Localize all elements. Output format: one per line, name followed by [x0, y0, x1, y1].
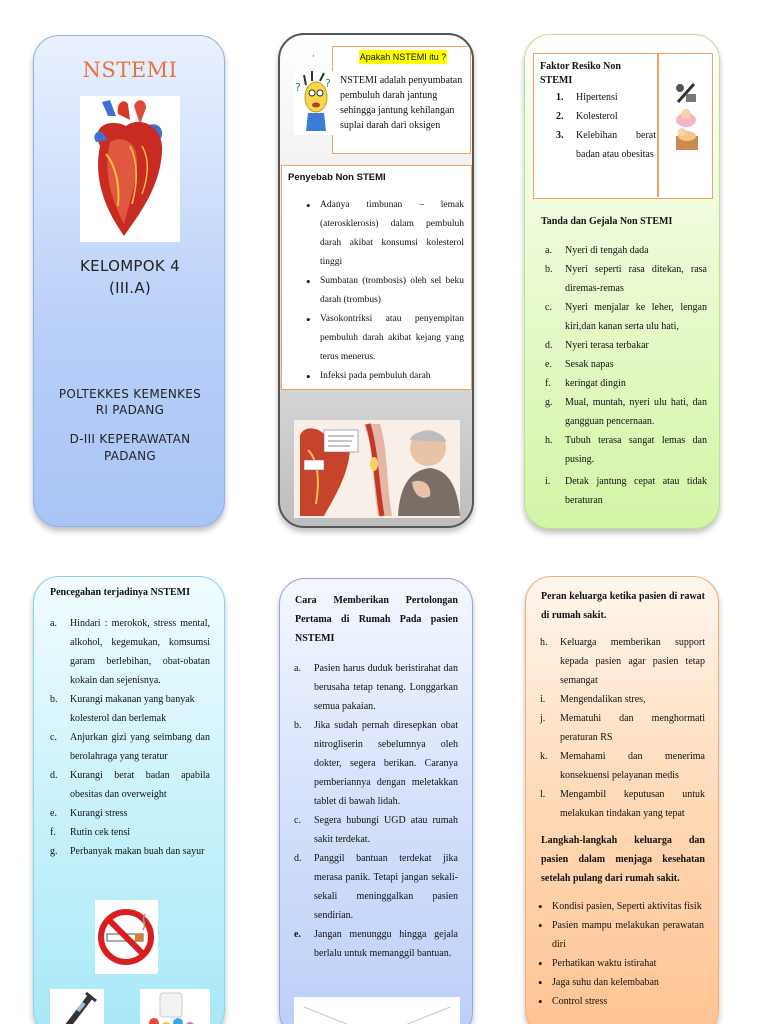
confused-person-icon	[294, 71, 334, 135]
definition-text: NSTEMI adalah penyumbatan pembuluh darah jantung sehingga jantung kehilangan suplai darah dari oksigen	[340, 75, 463, 131]
health-step-item: • Perhatikan waktu istirahat	[536, 954, 704, 973]
prevention-item: c. Anjurkan gizi yang seimbang dan berolahraga yang teratur	[50, 732, 210, 762]
group-name: KELOMPOK 4	[80, 257, 180, 275]
prevention-list	[50, 614, 210, 861]
heart-attack-illustration	[294, 420, 460, 518]
first-aid-panel	[279, 578, 473, 1024]
first-aid-item: e. Jangan menunggu hingga gejala berlalu untuk memanggil bantuan.	[294, 929, 458, 959]
risk-factor-box	[533, 53, 713, 199]
diagram-thumbnail	[294, 997, 460, 1024]
family-role-item: h. Keluarga memberikan support kepada pasien agar pasien tetap semangat	[540, 637, 705, 686]
school-line-2: RI PADANG	[95, 403, 165, 417]
family-role-panel	[525, 576, 719, 1024]
family-role-list	[540, 633, 705, 823]
sign-item: f. keringat dingin	[545, 378, 626, 389]
signs-title: Tanda dan Gejala Non STEMI	[541, 216, 673, 227]
family-role-title: Peran keluarga ketika pasien di rawat di rumah sakit.	[541, 591, 705, 621]
svg-text:?: ?	[325, 77, 331, 90]
prevention-item: f. Rutin cek tensi	[50, 827, 130, 838]
risk-item: 2. Kolesterol	[556, 111, 618, 122]
signs-list	[545, 241, 707, 510]
risk-icons	[672, 80, 702, 160]
definition-panel	[278, 33, 474, 528]
health-step-item: • Kondisi pasien, Seperti aktivitas fisik	[536, 897, 704, 916]
heart-illustration	[80, 96, 180, 242]
cover-title: NSTEMI	[82, 58, 178, 82]
sign-item: c. Nyeri menjalar ke leher, lengan kiri,dan kanan serta ulu hati,	[545, 302, 707, 332]
health-steps-list	[536, 897, 704, 1011]
family-role-item: j. Mematuhi dan menghormati peraturan RS	[540, 713, 705, 743]
prevention-item: d. Kurangi berat badan apabila obesitas dan overweight	[50, 770, 210, 800]
svg-text:?: ?	[295, 81, 301, 94]
definition-box	[332, 46, 471, 154]
family-role-item: k. Memahami dan menerima konsekuensi pelayanan medis	[540, 751, 705, 781]
first-aid-list	[294, 659, 458, 963]
first-aid-item: d. Panggil bantuan terdekat jika merasa panik. Tetapi jangan sekali-sekali meninggalkan pasien sendirian.	[294, 853, 458, 921]
cause-item: • Infeksi pada pembuluh darah	[304, 367, 464, 386]
program-line-1: D-III KEPERAWATAN	[69, 432, 191, 446]
causes-box	[281, 165, 472, 390]
sign-item: a. Nyeri di tengah dada	[545, 245, 649, 256]
first-aid-item: b. Jika sudah pernah diresepkan obat nitrogliserin sebelumnya oleh dokter, segera berikan. Caranya pemberiannya dengan meletakkan tablet di bawah lidah.	[294, 720, 458, 807]
health-step-item: • Jaga suhu dan kelembaban	[536, 973, 704, 992]
first-aid-item: a. Pasien harus duduk beristirahat dan berusaha tetap tenang. Longgarkan semua pakaian.	[294, 663, 458, 712]
risk-item: 1. Hipertensi	[556, 92, 618, 103]
risk-item: 3. Kelebihan berat badan atau obesitas	[556, 130, 656, 160]
pills-icon	[140, 989, 210, 1024]
prevention-title: Pencegahan terjadinya NSTEMI	[50, 587, 190, 598]
health-steps-title: Langkah-langkah keluarga dan pasien dalam menjaga kesehatan setelah pulang dari rumah sakit.	[541, 835, 705, 884]
risk-list	[556, 88, 656, 164]
class-name: (III.A)	[108, 279, 152, 297]
dot-mark: ·	[312, 51, 315, 61]
program-line-2: PADANG	[104, 449, 156, 463]
risk-divider	[657, 54, 659, 197]
no-smoking-icon	[95, 900, 158, 974]
first-aid-title: Cara Memberikan Pertolongan Pertama di Rumah Pada pasien NSTEMI	[295, 595, 458, 644]
sign-item: d. Nyeri terasa terbakar	[545, 340, 649, 351]
risk-title: Faktor Resiko Non STEMI	[540, 61, 621, 86]
syringe-icon	[50, 989, 104, 1024]
family-role-item: i. Mengendalikan stres,	[540, 694, 646, 705]
school-line-1: POLTEKKES KEMENKES	[58, 387, 202, 401]
health-step-item: • Pasien mampu melakukan perawatan diri	[536, 916, 704, 954]
cause-item: • Vasokontriksi atau penyempitan pembuluh darah akibat kejang yang terus menerus.	[304, 310, 464, 367]
cause-item: • Sumbatan (trombosis) oleh sel beku darah (trombus)	[304, 272, 464, 310]
sign-item: h. Tubuh terasa sangat lemas dan pusing.	[545, 435, 707, 465]
causes-list	[304, 196, 464, 386]
sign-item: i. Detak jantung cepat atau tidak beraturan	[545, 476, 707, 506]
prevention-panel	[33, 576, 225, 1024]
risk-signs-panel	[524, 34, 720, 529]
prevention-item: a. Hindari : merokok, stress mental, alkohol, kegemukan, komsumsi garam berlebihan, obat-obatan kokain dan sejenisnya.	[50, 618, 210, 686]
question-label: Apakah NSTEMI itu ?	[359, 52, 447, 62]
prevention-item: b. Kurangi makanan yang banyak kolesterol dan berlemak	[50, 694, 195, 724]
sign-item: g. Mual, muntah, nyeri ulu hati, dan gangguan pencernaan.	[545, 397, 707, 427]
prevention-item: e. Kurangi stress	[50, 808, 128, 819]
health-step-item: • Control stress	[536, 992, 704, 1011]
sign-item: e. Sesak napas	[545, 359, 614, 370]
family-role-item: l. Mengambil keputusan untuk melakukan tindakan yang tepat	[540, 789, 705, 819]
cover-panel	[33, 35, 225, 527]
prevention-item: g. Perbanyak makan buah dan sayur	[50, 846, 205, 857]
first-aid-item: c. Segera hubungi UGD atau rumah sakit terdekat.	[294, 815, 458, 845]
causes-title: Penyebab Non STEMI	[288, 172, 386, 183]
cause-item: • Adanya timbunan – lemak (aterosklerosis) dalam pembuluh darah akibat konsumsi kolesterol tinggi	[304, 196, 464, 272]
sign-item: b. Nyeri seperti rasa ditekan, rasa diremas-remas	[545, 264, 707, 294]
